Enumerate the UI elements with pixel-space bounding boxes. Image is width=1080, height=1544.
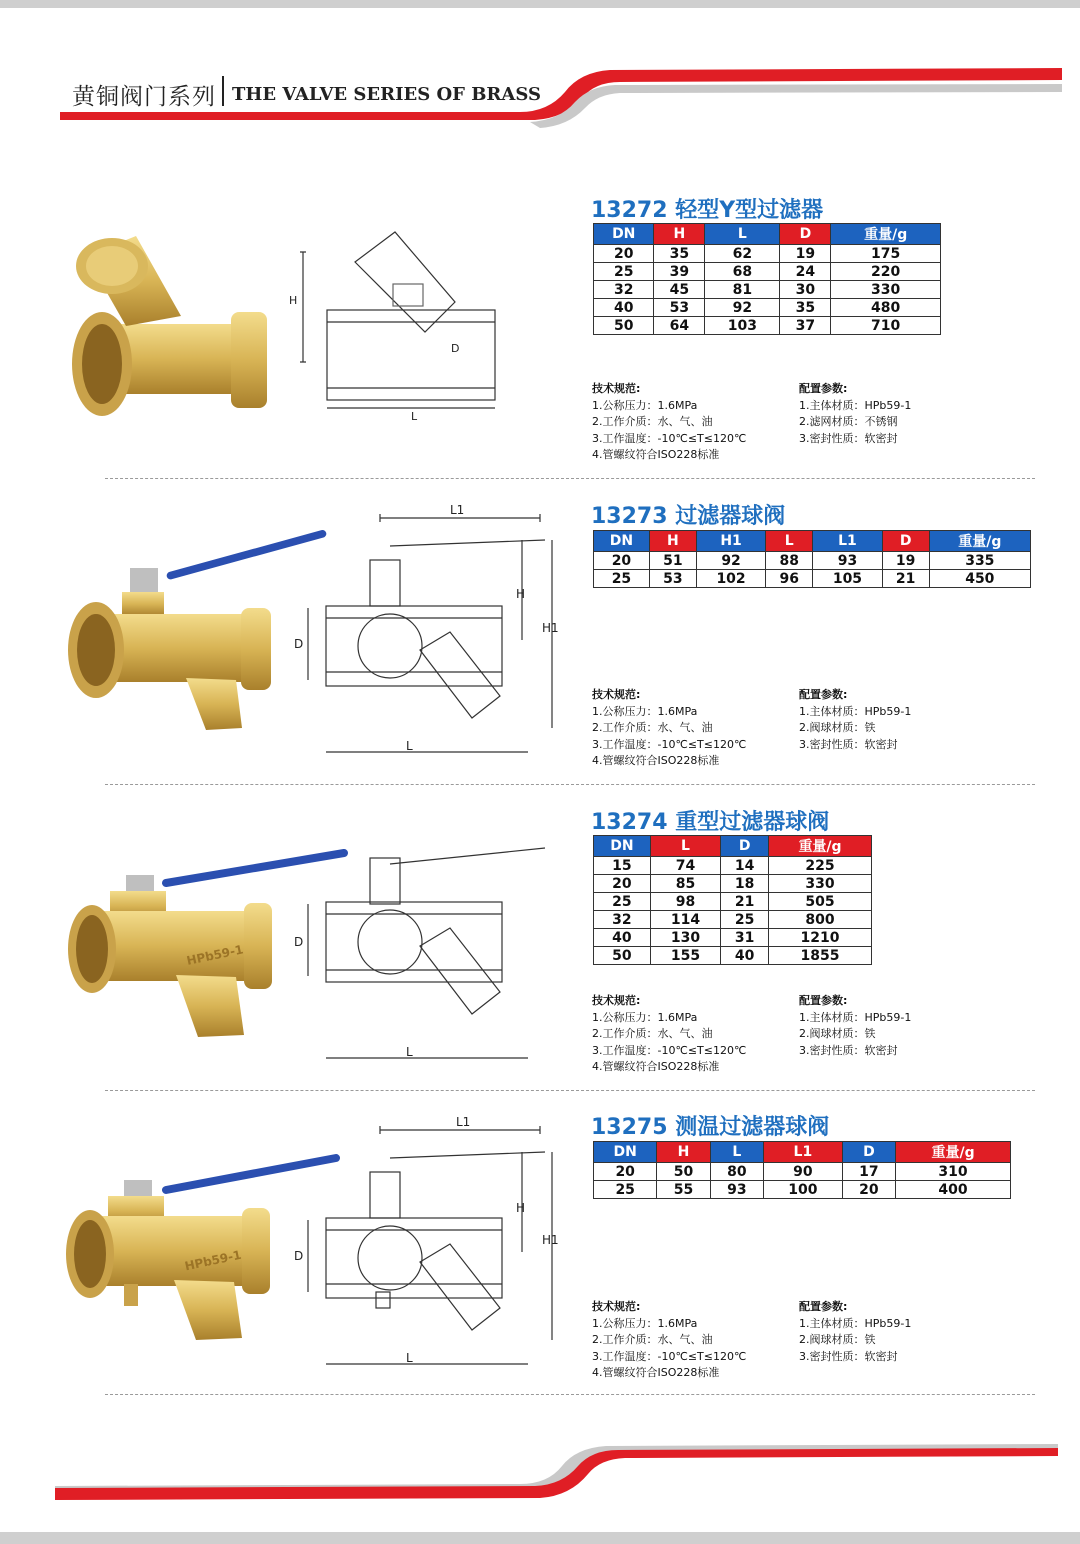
table-cell: 93 bbox=[813, 552, 882, 570]
footer-swoosh bbox=[0, 1440, 1080, 1510]
table-row bbox=[594, 947, 872, 965]
table-header-cell: DN bbox=[594, 1142, 657, 1163]
table-cell: 35 bbox=[654, 245, 705, 263]
table-cell: 505 bbox=[769, 893, 872, 911]
table-cell: 155 bbox=[650, 947, 721, 965]
section-divider bbox=[105, 1394, 1035, 1395]
spec-table bbox=[593, 530, 1031, 588]
config-line: 1.主体材质：HPb59-1 bbox=[799, 398, 912, 412]
table-header-cell: 重量/g bbox=[831, 224, 941, 245]
table-cell: 710 bbox=[831, 317, 941, 335]
config-title: 配置参数: bbox=[799, 688, 848, 701]
table-cell: 31 bbox=[721, 929, 769, 947]
dim-label: H1 bbox=[542, 621, 559, 635]
table-row bbox=[594, 570, 1031, 588]
table-cell: 24 bbox=[780, 263, 831, 281]
table-cell: 35 bbox=[780, 299, 831, 317]
body-marking: HPb59-1 bbox=[183, 1247, 243, 1274]
config-line: 2.阀球材质：铁 bbox=[799, 1333, 876, 1346]
table-row bbox=[594, 893, 872, 911]
table-header-cell: L bbox=[650, 836, 721, 857]
tech-spec-title: 技术规范: bbox=[592, 688, 641, 701]
tech-spec-line: 3.工作温度：-10℃≤T≤120℃ bbox=[592, 737, 747, 751]
config-block bbox=[799, 687, 911, 753]
spec-table bbox=[593, 835, 872, 965]
table-header-cell: H1 bbox=[696, 531, 765, 552]
technical-drawing bbox=[290, 1112, 560, 1377]
table-cell: 40 bbox=[721, 947, 769, 965]
tech-spec-title: 技术规范: bbox=[592, 382, 641, 395]
dim-label: H1 bbox=[542, 1233, 559, 1247]
table-cell: 105 bbox=[813, 570, 882, 588]
table-cell: 335 bbox=[929, 552, 1030, 570]
table-cell: 310 bbox=[896, 1163, 1011, 1181]
table-cell: 30 bbox=[780, 281, 831, 299]
table-cell: 103 bbox=[705, 317, 780, 335]
table-row bbox=[594, 317, 941, 335]
table-cell: 18 bbox=[721, 875, 769, 893]
table-header-cell: L bbox=[710, 1142, 763, 1163]
table-cell: 14 bbox=[721, 857, 769, 875]
section-divider bbox=[105, 478, 1035, 479]
tech-spec-block bbox=[592, 381, 746, 464]
table-header-cell: DN bbox=[594, 531, 650, 552]
body-marking: HPb59-1 bbox=[185, 942, 245, 968]
table-cell: 400 bbox=[896, 1181, 1011, 1199]
config-line: 2.滤网材质：不锈钢 bbox=[799, 415, 898, 428]
dim-label: L bbox=[411, 410, 418, 423]
table-row bbox=[594, 875, 872, 893]
table-header-cell: L1 bbox=[813, 531, 882, 552]
table-cell: 20 bbox=[842, 1181, 895, 1199]
table-cell: 92 bbox=[705, 299, 780, 317]
tech-spec-title: 技术规范: bbox=[592, 1300, 641, 1313]
config-title: 配置参数: bbox=[799, 994, 848, 1007]
table-cell: 130 bbox=[650, 929, 721, 947]
table-cell: 50 bbox=[594, 317, 654, 335]
tech-spec-line: 1.公称压力：1.6MPa bbox=[592, 704, 698, 718]
table-header-cell: DN bbox=[594, 836, 651, 857]
tech-spec-line: 2.工作介质：水、气、油 bbox=[592, 1027, 713, 1040]
config-line: 3.密封性质：软密封 bbox=[799, 431, 898, 445]
table-cell: 20 bbox=[594, 245, 654, 263]
table-header-cell: L1 bbox=[764, 1142, 843, 1163]
table-cell: 25 bbox=[594, 893, 651, 911]
table-cell: 17 bbox=[842, 1163, 895, 1181]
product-name: 轻型Y型过滤器 bbox=[675, 198, 824, 223]
table-cell: 800 bbox=[769, 911, 872, 929]
table-cell: 21 bbox=[721, 893, 769, 911]
table-row bbox=[594, 1163, 1011, 1181]
header-title-cn: 黄铜阀门系列 bbox=[72, 84, 216, 110]
product-photo-y-strainer bbox=[66, 236, 276, 426]
table-cell: 74 bbox=[650, 857, 721, 875]
table-cell: 32 bbox=[594, 281, 654, 299]
table-header-cell: D bbox=[780, 224, 831, 245]
table-row bbox=[594, 929, 872, 947]
config-block bbox=[799, 381, 911, 447]
config-block bbox=[799, 993, 911, 1059]
dim-label: L1 bbox=[450, 503, 465, 517]
table-cell: 68 bbox=[705, 263, 780, 281]
config-title: 配置参数: bbox=[799, 382, 848, 395]
table-cell: 88 bbox=[766, 552, 813, 570]
product-title bbox=[591, 193, 823, 224]
table-header-cell: H bbox=[657, 1142, 710, 1163]
table-cell: 45 bbox=[654, 281, 705, 299]
product-name: 重型过滤器球阀 bbox=[675, 810, 830, 835]
top-border-bar bbox=[0, 0, 1080, 8]
table-cell: 175 bbox=[831, 245, 941, 263]
dim-label: D bbox=[294, 1249, 304, 1263]
tech-spec-block bbox=[592, 687, 746, 770]
table-cell: 53 bbox=[654, 299, 705, 317]
table-cell: 93 bbox=[710, 1181, 763, 1199]
tech-spec-block bbox=[592, 993, 746, 1076]
table-cell: 20 bbox=[594, 552, 650, 570]
table-cell: 100 bbox=[764, 1181, 843, 1199]
table-cell: 225 bbox=[769, 857, 872, 875]
dim-label: L bbox=[406, 1351, 413, 1365]
table-header-cell: D bbox=[721, 836, 769, 857]
config-line: 2.阀球材质：铁 bbox=[799, 721, 876, 734]
table-row bbox=[594, 245, 941, 263]
table-header-cell: 重量/g bbox=[896, 1142, 1011, 1163]
product-name: 过滤器球阀 bbox=[675, 504, 786, 529]
tech-spec-line: 4.管螺纹符合ISO228标准 bbox=[592, 1060, 720, 1073]
tech-spec-line: 4.管螺纹符合ISO228标准 bbox=[592, 448, 720, 461]
table-row bbox=[594, 281, 941, 299]
config-line: 1.主体材质：HPb59-1 bbox=[799, 1316, 912, 1330]
table-cell: 90 bbox=[764, 1163, 843, 1181]
table-header-cell: H bbox=[654, 224, 705, 245]
config-line: 3.密封性质：软密封 bbox=[799, 1349, 898, 1363]
table-cell: 21 bbox=[882, 570, 929, 588]
bottom-border-bar bbox=[0, 1532, 1080, 1544]
spec-table bbox=[593, 1141, 1011, 1199]
tech-spec-line: 1.公称压力：1.6MPa bbox=[592, 1316, 698, 1330]
section-divider bbox=[105, 1090, 1035, 1091]
dim-label: D bbox=[294, 637, 304, 651]
tech-spec-line: 2.工作介质：水、气、油 bbox=[592, 415, 713, 428]
table-cell: 40 bbox=[594, 299, 654, 317]
table-cell: 480 bbox=[831, 299, 941, 317]
config-line: 2.阀球材质：铁 bbox=[799, 1027, 876, 1040]
tech-spec-line: 1.公称压力：1.6MPa bbox=[592, 1010, 698, 1024]
product-photo-strainer-ball-valve bbox=[66, 530, 276, 735]
table-header-cell: D bbox=[842, 1142, 895, 1163]
table-header-cell: L bbox=[705, 224, 780, 245]
table-cell: 220 bbox=[831, 263, 941, 281]
table-cell: 15 bbox=[594, 857, 651, 875]
dim-label: D bbox=[294, 935, 304, 949]
table-cell: 80 bbox=[710, 1163, 763, 1181]
table-cell: 64 bbox=[654, 317, 705, 335]
section-divider bbox=[105, 784, 1035, 785]
dim-label: L bbox=[406, 739, 413, 753]
table-row bbox=[594, 263, 941, 281]
product-code: 13274 bbox=[591, 810, 668, 835]
header-swoosh bbox=[0, 60, 1080, 130]
technical-drawing bbox=[290, 840, 560, 1070]
table-row bbox=[594, 1181, 1011, 1199]
table-cell: 85 bbox=[650, 875, 721, 893]
table-cell: 98 bbox=[650, 893, 721, 911]
table-cell: 81 bbox=[705, 281, 780, 299]
table-header-cell: L bbox=[766, 531, 813, 552]
table-cell: 92 bbox=[696, 552, 765, 570]
table-header-cell: 重量/g bbox=[929, 531, 1030, 552]
config-block bbox=[799, 1299, 911, 1365]
table-cell: 25 bbox=[594, 1181, 657, 1199]
table-header-cell: DN bbox=[594, 224, 654, 245]
config-title: 配置参数: bbox=[799, 1300, 848, 1313]
product-name: 测温过滤器球阀 bbox=[675, 1115, 830, 1140]
table-cell: 62 bbox=[705, 245, 780, 263]
table-cell: 25 bbox=[594, 263, 654, 281]
table-row bbox=[594, 857, 872, 875]
config-line: 3.密封性质：软密封 bbox=[799, 737, 898, 751]
table-header-cell: H bbox=[649, 531, 696, 552]
config-line: 1.主体材质：HPb59-1 bbox=[799, 1010, 912, 1024]
table-cell: 32 bbox=[594, 911, 651, 929]
table-cell: 96 bbox=[766, 570, 813, 588]
table-cell: 39 bbox=[654, 263, 705, 281]
product-code: 13272 bbox=[591, 198, 668, 223]
tech-spec-line: 3.工作温度：-10℃≤T≤120℃ bbox=[592, 431, 747, 445]
tech-spec-line: 4.管螺纹符合ISO228标准 bbox=[592, 754, 720, 767]
spec-table bbox=[593, 223, 941, 335]
table-cell: 20 bbox=[594, 1163, 657, 1181]
table-row bbox=[594, 552, 1031, 570]
config-line: 1.主体材质：HPb59-1 bbox=[799, 704, 912, 718]
product-title bbox=[591, 499, 785, 530]
table-row bbox=[594, 299, 941, 317]
table-cell: 330 bbox=[769, 875, 872, 893]
table-header-cell: 重量/g bbox=[769, 836, 872, 857]
dim-label: H bbox=[289, 294, 298, 307]
table-cell: 1210 bbox=[769, 929, 872, 947]
header-title-en: THE VALVE SERIES OF BRASS bbox=[232, 84, 541, 105]
table-cell: 19 bbox=[882, 552, 929, 570]
dim-label: L bbox=[406, 1045, 413, 1059]
table-cell: 53 bbox=[649, 570, 696, 588]
dim-label: H bbox=[516, 587, 526, 601]
tech-spec-line: 4.管螺纹符合ISO228标准 bbox=[592, 1366, 720, 1379]
config-line: 3.密封性质：软密封 bbox=[799, 1043, 898, 1057]
product-code: 13275 bbox=[591, 1115, 668, 1140]
table-cell: 25 bbox=[594, 570, 650, 588]
table-cell: 50 bbox=[594, 947, 651, 965]
table-row bbox=[594, 911, 872, 929]
dim-label: L1 bbox=[456, 1115, 471, 1129]
product-title bbox=[591, 805, 829, 836]
table-cell: 1855 bbox=[769, 947, 872, 965]
table-header-cell: D bbox=[882, 531, 929, 552]
tech-spec-line: 2.工作介质：水、气、油 bbox=[592, 1333, 713, 1346]
table-cell: 114 bbox=[650, 911, 721, 929]
table-cell: 25 bbox=[721, 911, 769, 929]
tech-spec-block bbox=[592, 1299, 746, 1382]
table-cell: 330 bbox=[831, 281, 941, 299]
dim-label: H bbox=[516, 1201, 526, 1215]
table-cell: 50 bbox=[657, 1163, 710, 1181]
table-cell: 102 bbox=[696, 570, 765, 588]
tech-spec-line: 3.工作温度：-10℃≤T≤120℃ bbox=[592, 1349, 747, 1363]
table-cell: 20 bbox=[594, 875, 651, 893]
table-cell: 450 bbox=[929, 570, 1030, 588]
tech-spec-line: 3.工作温度：-10℃≤T≤120℃ bbox=[592, 1043, 747, 1057]
dim-label: D bbox=[451, 342, 460, 355]
tech-spec-line: 2.工作介质：水、气、油 bbox=[592, 721, 713, 734]
table-cell: 51 bbox=[649, 552, 696, 570]
table-cell: 19 bbox=[780, 245, 831, 263]
technical-drawing bbox=[290, 500, 560, 765]
tech-spec-title: 技术规范: bbox=[592, 994, 641, 1007]
table-cell: 40 bbox=[594, 929, 651, 947]
tech-spec-line: 1.公称压力：1.6MPa bbox=[592, 398, 698, 412]
table-cell: 55 bbox=[657, 1181, 710, 1199]
product-code: 13273 bbox=[591, 504, 668, 529]
technical-drawing bbox=[285, 222, 515, 422]
table-cell: 37 bbox=[780, 317, 831, 335]
product-title bbox=[591, 1110, 829, 1141]
